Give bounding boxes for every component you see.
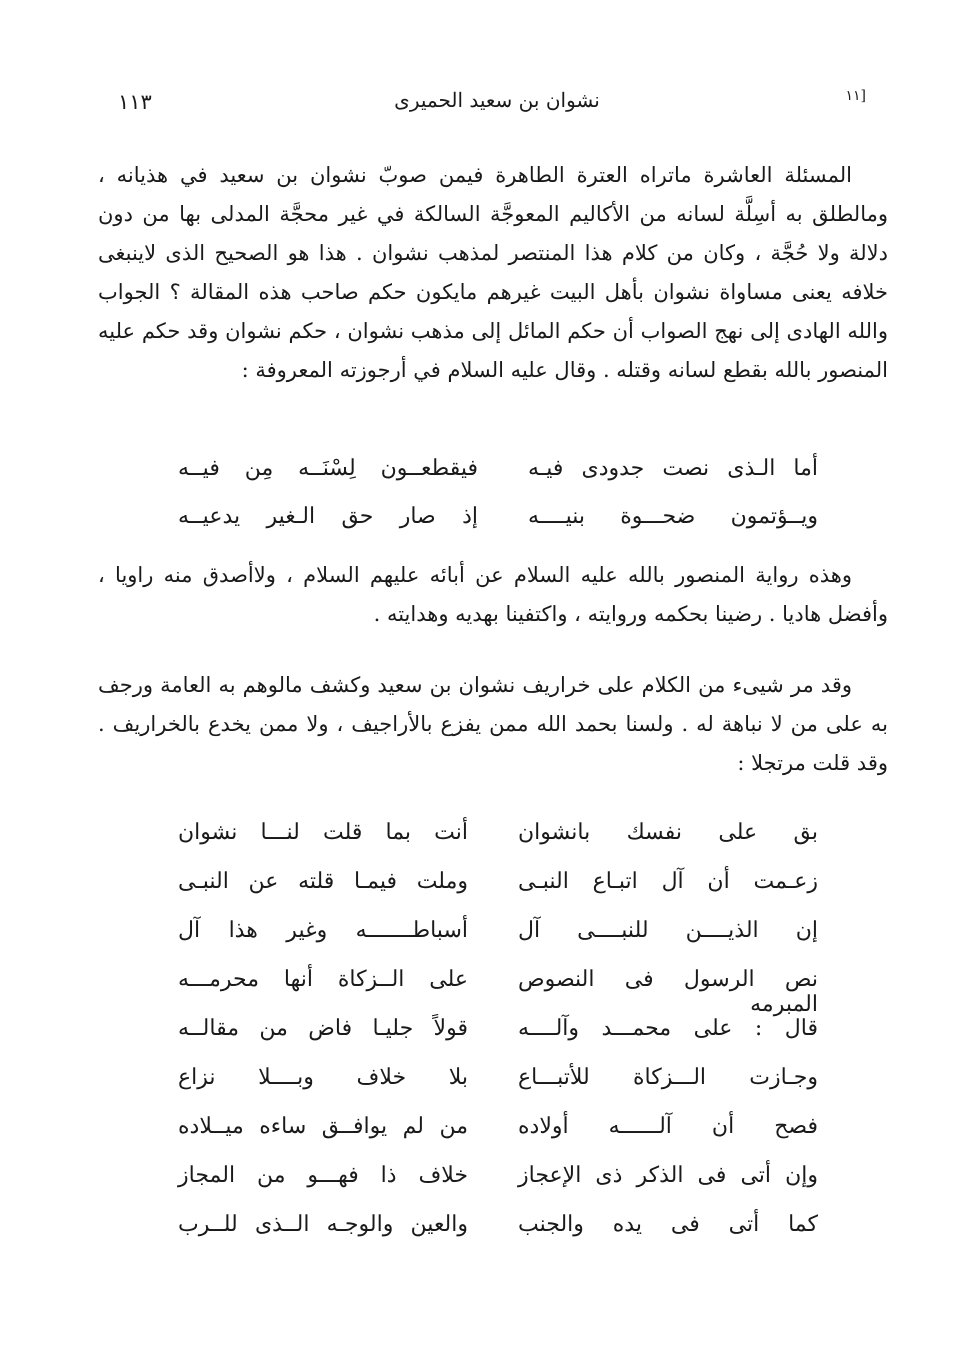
couplet-second-hemistich: إذ صار حق الـغير يدعيــه <box>178 504 478 529</box>
verse-line <box>178 967 818 1016</box>
verse-line <box>178 820 818 869</box>
verse-first-hemistich: فصح أن آلــــــه أولاده <box>518 1114 818 1139</box>
couplet-line <box>178 456 818 496</box>
verse-first-hemistich: كما أتى فى يده والجنب <box>518 1212 818 1237</box>
couplet-second-hemistich: فيقطعــون لِسْنَــه مِن فيــه <box>178 456 478 481</box>
verse-first-hemistich: إن الذيــــن للنبــــى آل <box>518 918 818 943</box>
verse-line <box>178 869 818 918</box>
page-header <box>100 88 894 118</box>
paragraph-refutation: وقد مر شيىء من الكلام على خراريف نشوان بن سعيد وكشف مالوهم به العامة ورجف به على من لا نباهة له . ولسنا بحمد الله ممن يفزع بالأراجيف ، ولا ممن يخدع بالخراريف . وقد قلت مرتجلا : <box>98 673 889 775</box>
verse-line <box>178 1114 818 1163</box>
couplet-first-hemistich: أما الـذى نصت جدودى فيـه <box>528 456 818 481</box>
verse-first-hemistich: قال : على محمـــد وآلــــه <box>518 1016 818 1041</box>
verse-second-hemistich: خلاف ذا فهـــو من المجاز <box>178 1163 468 1188</box>
verse-first-hemistich: نص الرسول فى النصوص المبرمه <box>518 967 818 1017</box>
verse-second-hemistich: بلا خلاف وبــــلا نزاع <box>178 1065 468 1090</box>
verse-line <box>178 1163 818 1212</box>
verse-second-hemistich: والعين والوجـه الــذى للــرب <box>178 1212 468 1237</box>
verse-first-hemistich: بق على نفسك بانشوان <box>518 820 818 845</box>
verse-line <box>178 1212 818 1261</box>
verse-first-hemistich: وجـازت الـــزكاة للأتبـــاع <box>518 1065 818 1090</box>
verse-first-hemistich: وإن أتى فى الذكر ذى الإعجاز <box>518 1163 818 1188</box>
verse-second-hemistich: أنت بما قلت لنـــا نشوان <box>178 820 468 845</box>
verse-second-hemistich: على الــزكاة أنها محرمـــه <box>178 967 468 992</box>
couplet-first-hemistich: ويــؤتمون ضحـــوة بنيــــه <box>528 504 818 529</box>
paragraph-question: المسئلة العاشرة ماتراه العترة الطاهرة فيمن صوبّ نشوان بن سعيد في هذيانه ، ومالطلق به أسِلَّة لسانه من الأكاليم المعوجَّة السالكة في غير محجَّة المدلى بها من دون دلالة ولا حُجَّة ، وكان من كلام هذا المنتصر لمذهب نشوان . هذا هو الصحيح الذى لاينبغى خلافه يعنى مساواة نشوان بأهل البيت غيرهم مايكون حكم صاحب هذه المقالة ؟ الجواب والله الهادى إلى نهج الصواب أن حكم المائل إلى مذهب نشوان ، حكم نشوان وقد حكم عليه المنصور بالله بقطع لسانه وقتله . وقال عليه السلام في أرجوزته المعروفة : <box>98 163 888 382</box>
verse-second-hemistich: من لم يوافــق ساءه ميــلاده <box>178 1114 468 1139</box>
page-number: ١١٣ <box>118 90 152 114</box>
couplet-line <box>178 504 818 544</box>
verse-second-hemistich: أسباطـــــــه وغير هذا آل <box>178 918 468 943</box>
verse-second-hemistich: قولاً جليـا فاض من مقالــه <box>178 1016 468 1041</box>
corner-mark: [١١ <box>845 88 866 104</box>
verse-line <box>178 1016 818 1065</box>
verse-line <box>178 1065 818 1114</box>
poem-block <box>178 820 818 1261</box>
verse-second-hemistich: وملت فيمـا قلته عن النبـى <box>178 869 468 894</box>
paragraph-narration: وهذه رواية المنصور بالله عليه السلام عن أبائه عليهم السلام ، ولاأصدق منه راويا ، وأفضل هاديا . رضينا بحكمه وروايته ، واكتفينا بهديه وهدايته . <box>98 563 888 626</box>
verse-line <box>178 918 818 967</box>
running-title: نشوان بن سعيد الحميرى <box>394 88 600 112</box>
verse-first-hemistich: زعـمت أن آل اتبـاع النبـى <box>518 869 818 894</box>
